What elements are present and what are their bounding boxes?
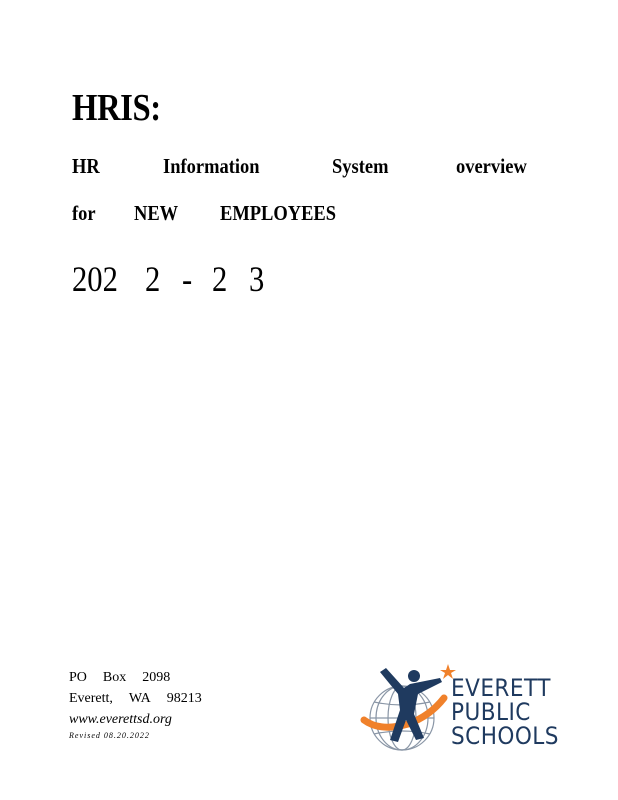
logo-line: EVERETT bbox=[451, 674, 551, 702]
district-logo-text bbox=[451, 676, 571, 748]
subtitle-word: HR bbox=[72, 154, 100, 178]
subtitle-word: Information bbox=[162, 154, 260, 178]
subtitle-word: for bbox=[72, 201, 96, 225]
subtitle-line-1 bbox=[72, 154, 536, 179]
address-text: PO bbox=[69, 670, 87, 685]
address-text: 2098 bbox=[142, 670, 171, 685]
subtitle-word: System bbox=[331, 154, 389, 178]
address-text: 98213 bbox=[166, 691, 202, 706]
website-link[interactable]: www.everettsd.org bbox=[69, 712, 172, 727]
district-address bbox=[69, 667, 202, 742]
subtitle-line-2 bbox=[72, 201, 352, 226]
subtitle-word: NEW bbox=[134, 201, 179, 225]
address-text: Everett, bbox=[69, 691, 113, 706]
school-year bbox=[72, 258, 267, 300]
year-part: - bbox=[181, 259, 192, 299]
logo-line: SCHOOLS bbox=[451, 722, 559, 750]
city-line bbox=[69, 688, 202, 709]
year-part: 202 bbox=[72, 259, 118, 299]
logo-line: PUBLIC bbox=[451, 698, 531, 726]
subtitle-word: overview bbox=[455, 154, 527, 178]
address-text: Box bbox=[102, 670, 127, 685]
subtitle-word: EMPLOYEES bbox=[220, 201, 337, 225]
revised-date: Revised 08.20.2022 bbox=[69, 731, 150, 740]
address-text: WA bbox=[128, 691, 151, 706]
document-title: HRIS: bbox=[72, 87, 161, 129]
po-box-line bbox=[69, 667, 202, 688]
year-part: 2 bbox=[212, 259, 228, 299]
year-part: 3 bbox=[249, 259, 265, 299]
year-part: 2 bbox=[144, 259, 161, 299]
